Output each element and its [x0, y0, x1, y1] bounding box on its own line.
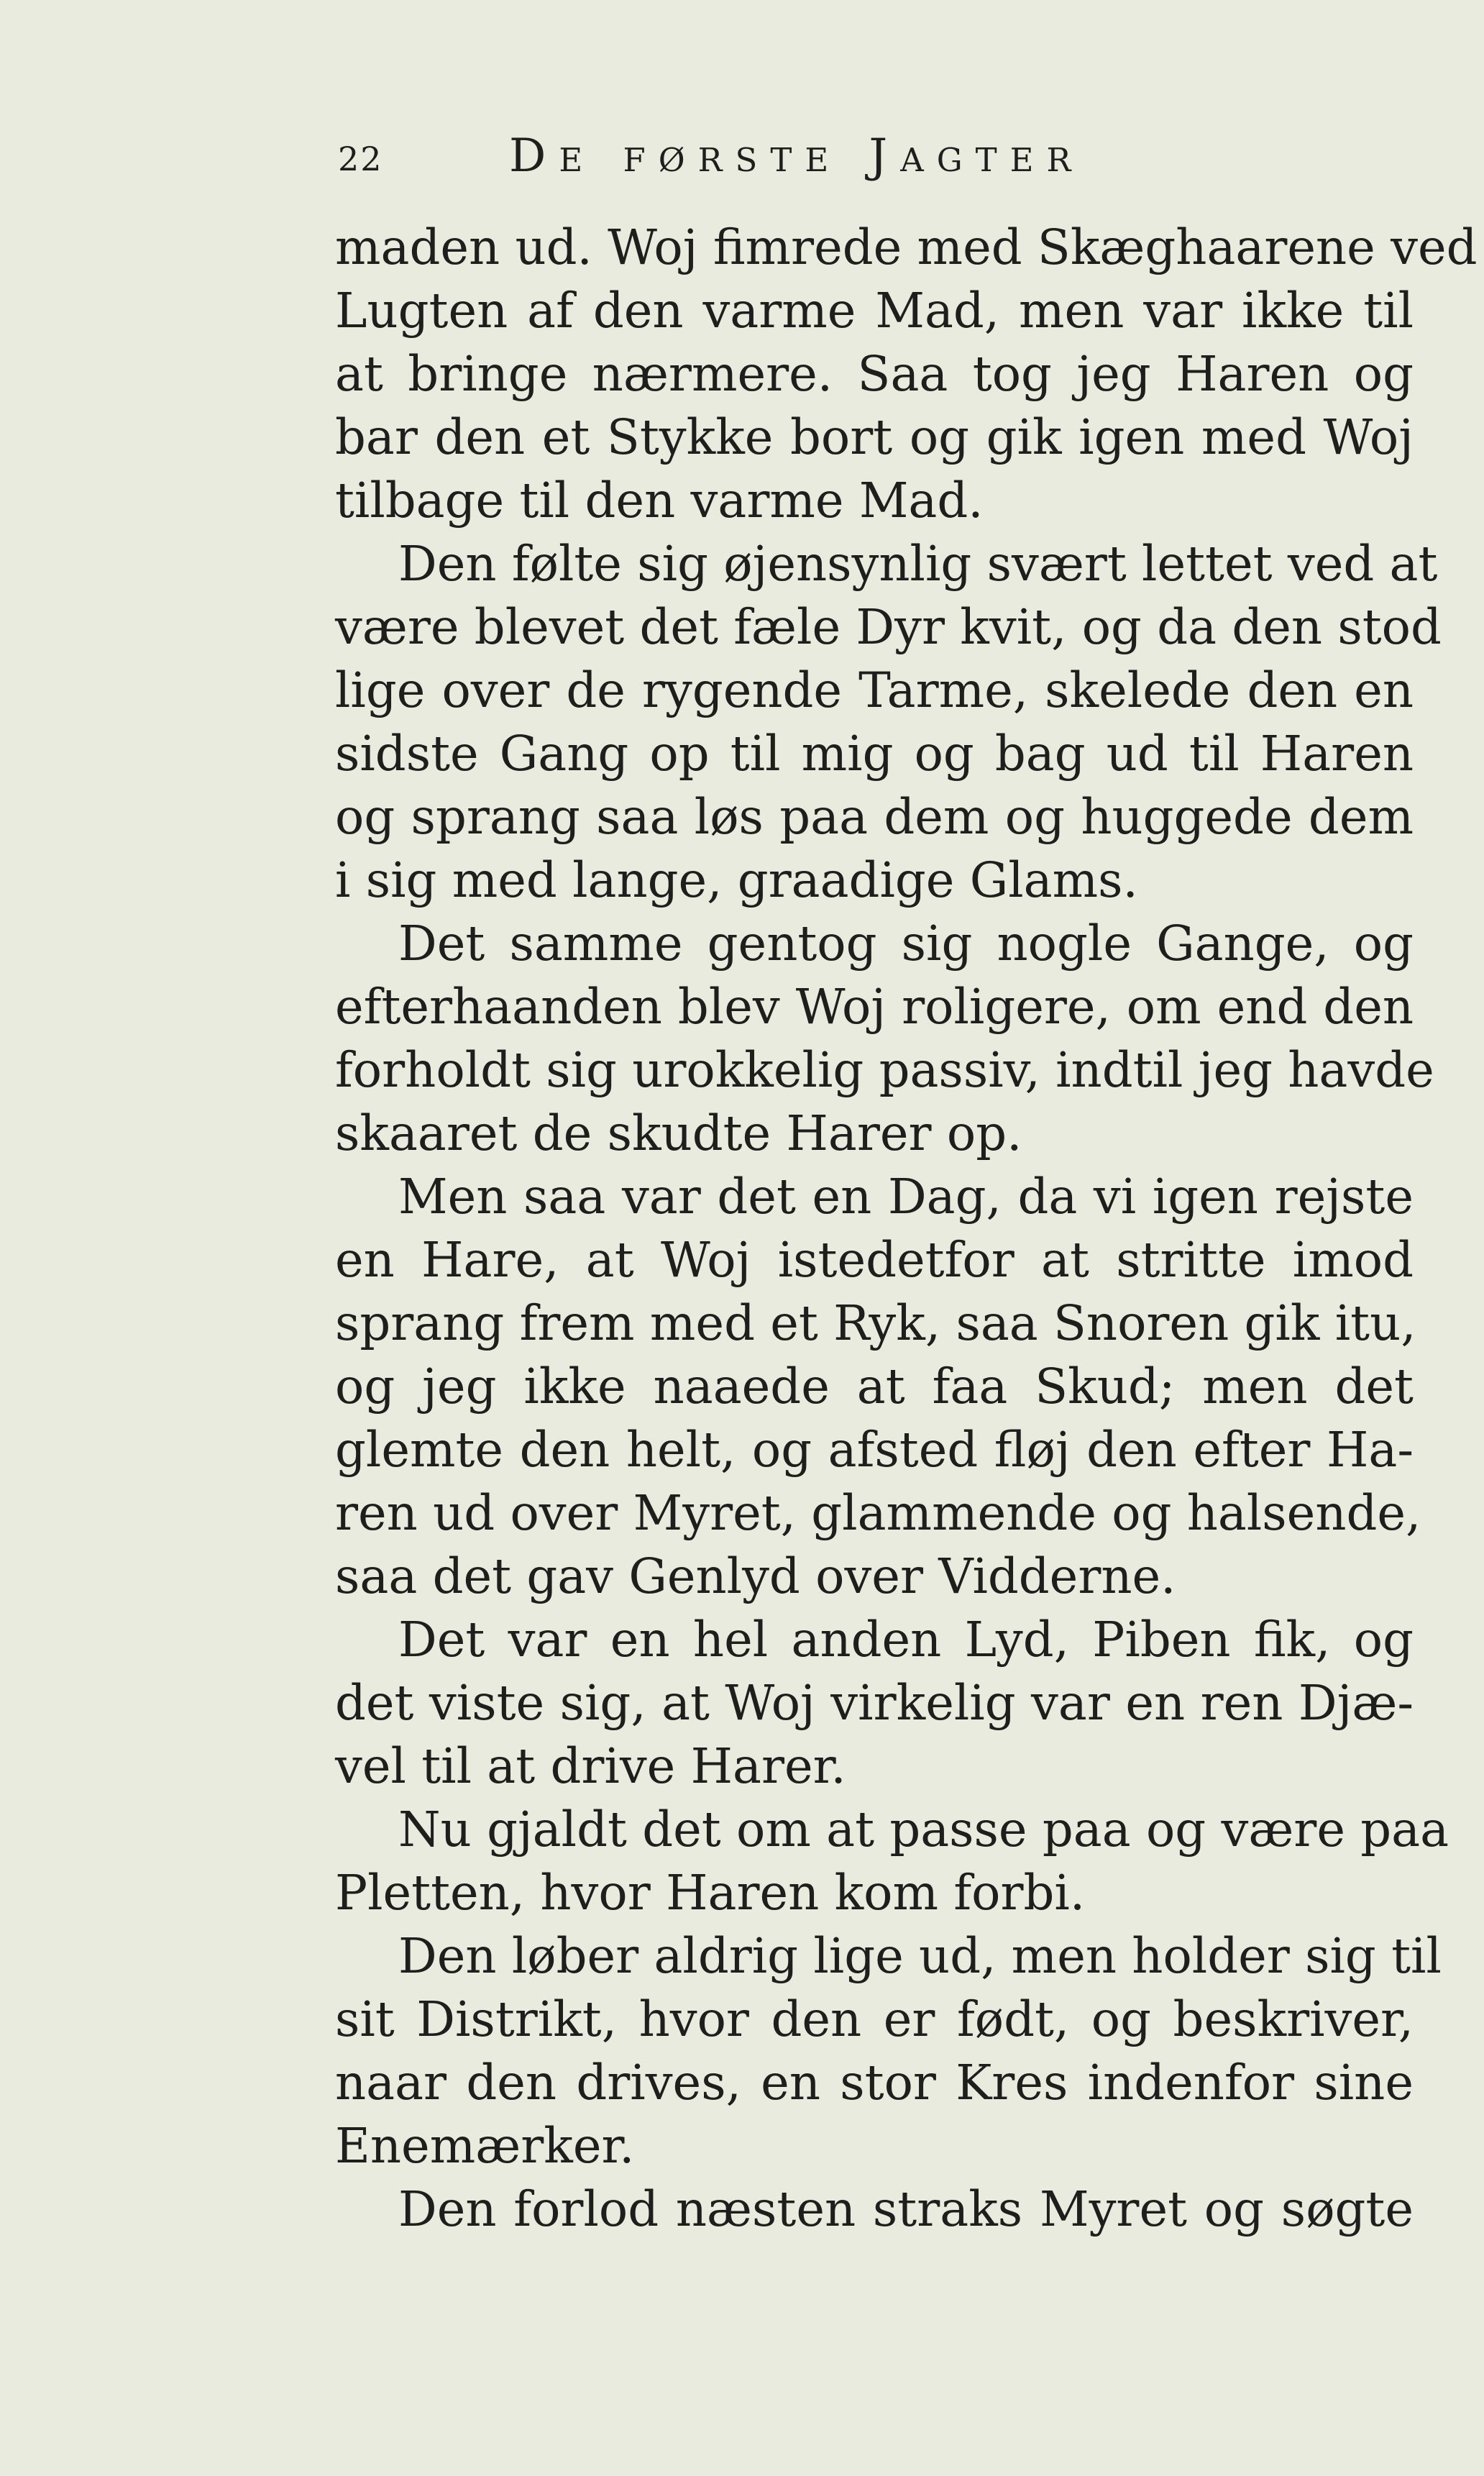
text-line: Den løber aldrig lige ud, men holder sig til: [398, 1928, 1442, 1984]
text-line: maden ud. Woj fimrede med Skæghaarene ved: [335, 219, 1478, 275]
text-line: en Hare, at Woj istedetfor at stritte imod: [335, 1232, 1414, 1288]
text-line: Den følte sig øjensynlig svært lettet ved at: [398, 536, 1438, 592]
running-head: [338, 129, 1273, 187]
text-line: saa det gav Genlyd over Vidderne.: [335, 1548, 1176, 1604]
text-line: være blevet det fæle Dyr kvit, og da den stod: [335, 599, 1442, 655]
text-line: Men saa var det en Dag, da vi igen rejste: [398, 1169, 1414, 1225]
text-line: forholdt sig urokkelig passiv, indtil jeg havde: [335, 1042, 1434, 1098]
text-line: Det samme gentog sig nogle Gange, og: [398, 915, 1414, 972]
text-line: sprang frem med et Ryk, saa Snoren gik itu,: [335, 1295, 1416, 1351]
text-line: skaaret de skudte Harer op.: [335, 1105, 1022, 1161]
text-line: vel til at drive Harer.: [335, 1738, 846, 1794]
text-line: Det var en hel anden Lyd, Piben fik, og: [398, 1612, 1414, 1668]
running-title: De første Jagter: [509, 129, 1084, 183]
text-line: sit Distrikt, hvor den er født, og beskriver,: [335, 1991, 1414, 2047]
page-number: 22: [338, 140, 383, 178]
text-line: efterhaanden blev Woj roligere, om end den: [335, 979, 1414, 1035]
text-line: sidste Gang op til mig og bag ud til Haren: [335, 726, 1414, 782]
body-text: [335, 216, 1478, 2241]
text-line: Lugten af den varme Mad, men var ikke til: [335, 283, 1414, 339]
text-line: og sprang saa løs paa dem og huggede dem: [335, 789, 1414, 845]
text-line: det viste sig, at Woj virkelig var en ren Djæ-: [335, 1675, 1414, 1731]
text-line: Enemærker.: [335, 2118, 635, 2174]
text-line: ren ud over Myret, glammende og halsende,: [335, 1485, 1421, 1541]
text-line: Den forlod næsten straks Myret og søgte: [398, 2181, 1414, 2237]
text-line: tilbage til den varme Mad.: [335, 472, 984, 529]
text-line: Pletten, hvor Haren kom forbi.: [335, 1865, 1086, 1921]
text-line: og jeg ikke naaede at faa Skud; men det: [335, 1358, 1414, 1415]
text-line: bar den et Stykke bort og gik igen med Woj: [335, 409, 1414, 465]
text-line: Nu gjaldt det om at passe paa og være paa: [398, 1801, 1449, 1858]
text-line: glemte den helt, og afsted fløj den efter Ha-: [335, 1422, 1414, 1478]
text-line: naar den drives, en stor Kres indenfor sine: [335, 2055, 1414, 2111]
text-line: i sig med lange, graadige Glams.: [335, 852, 1138, 908]
text-line: lige over de rygende Tarme, skelede den en: [335, 662, 1414, 718]
text-line: at bringe nærmere. Saa tog jeg Haren og: [335, 346, 1414, 402]
